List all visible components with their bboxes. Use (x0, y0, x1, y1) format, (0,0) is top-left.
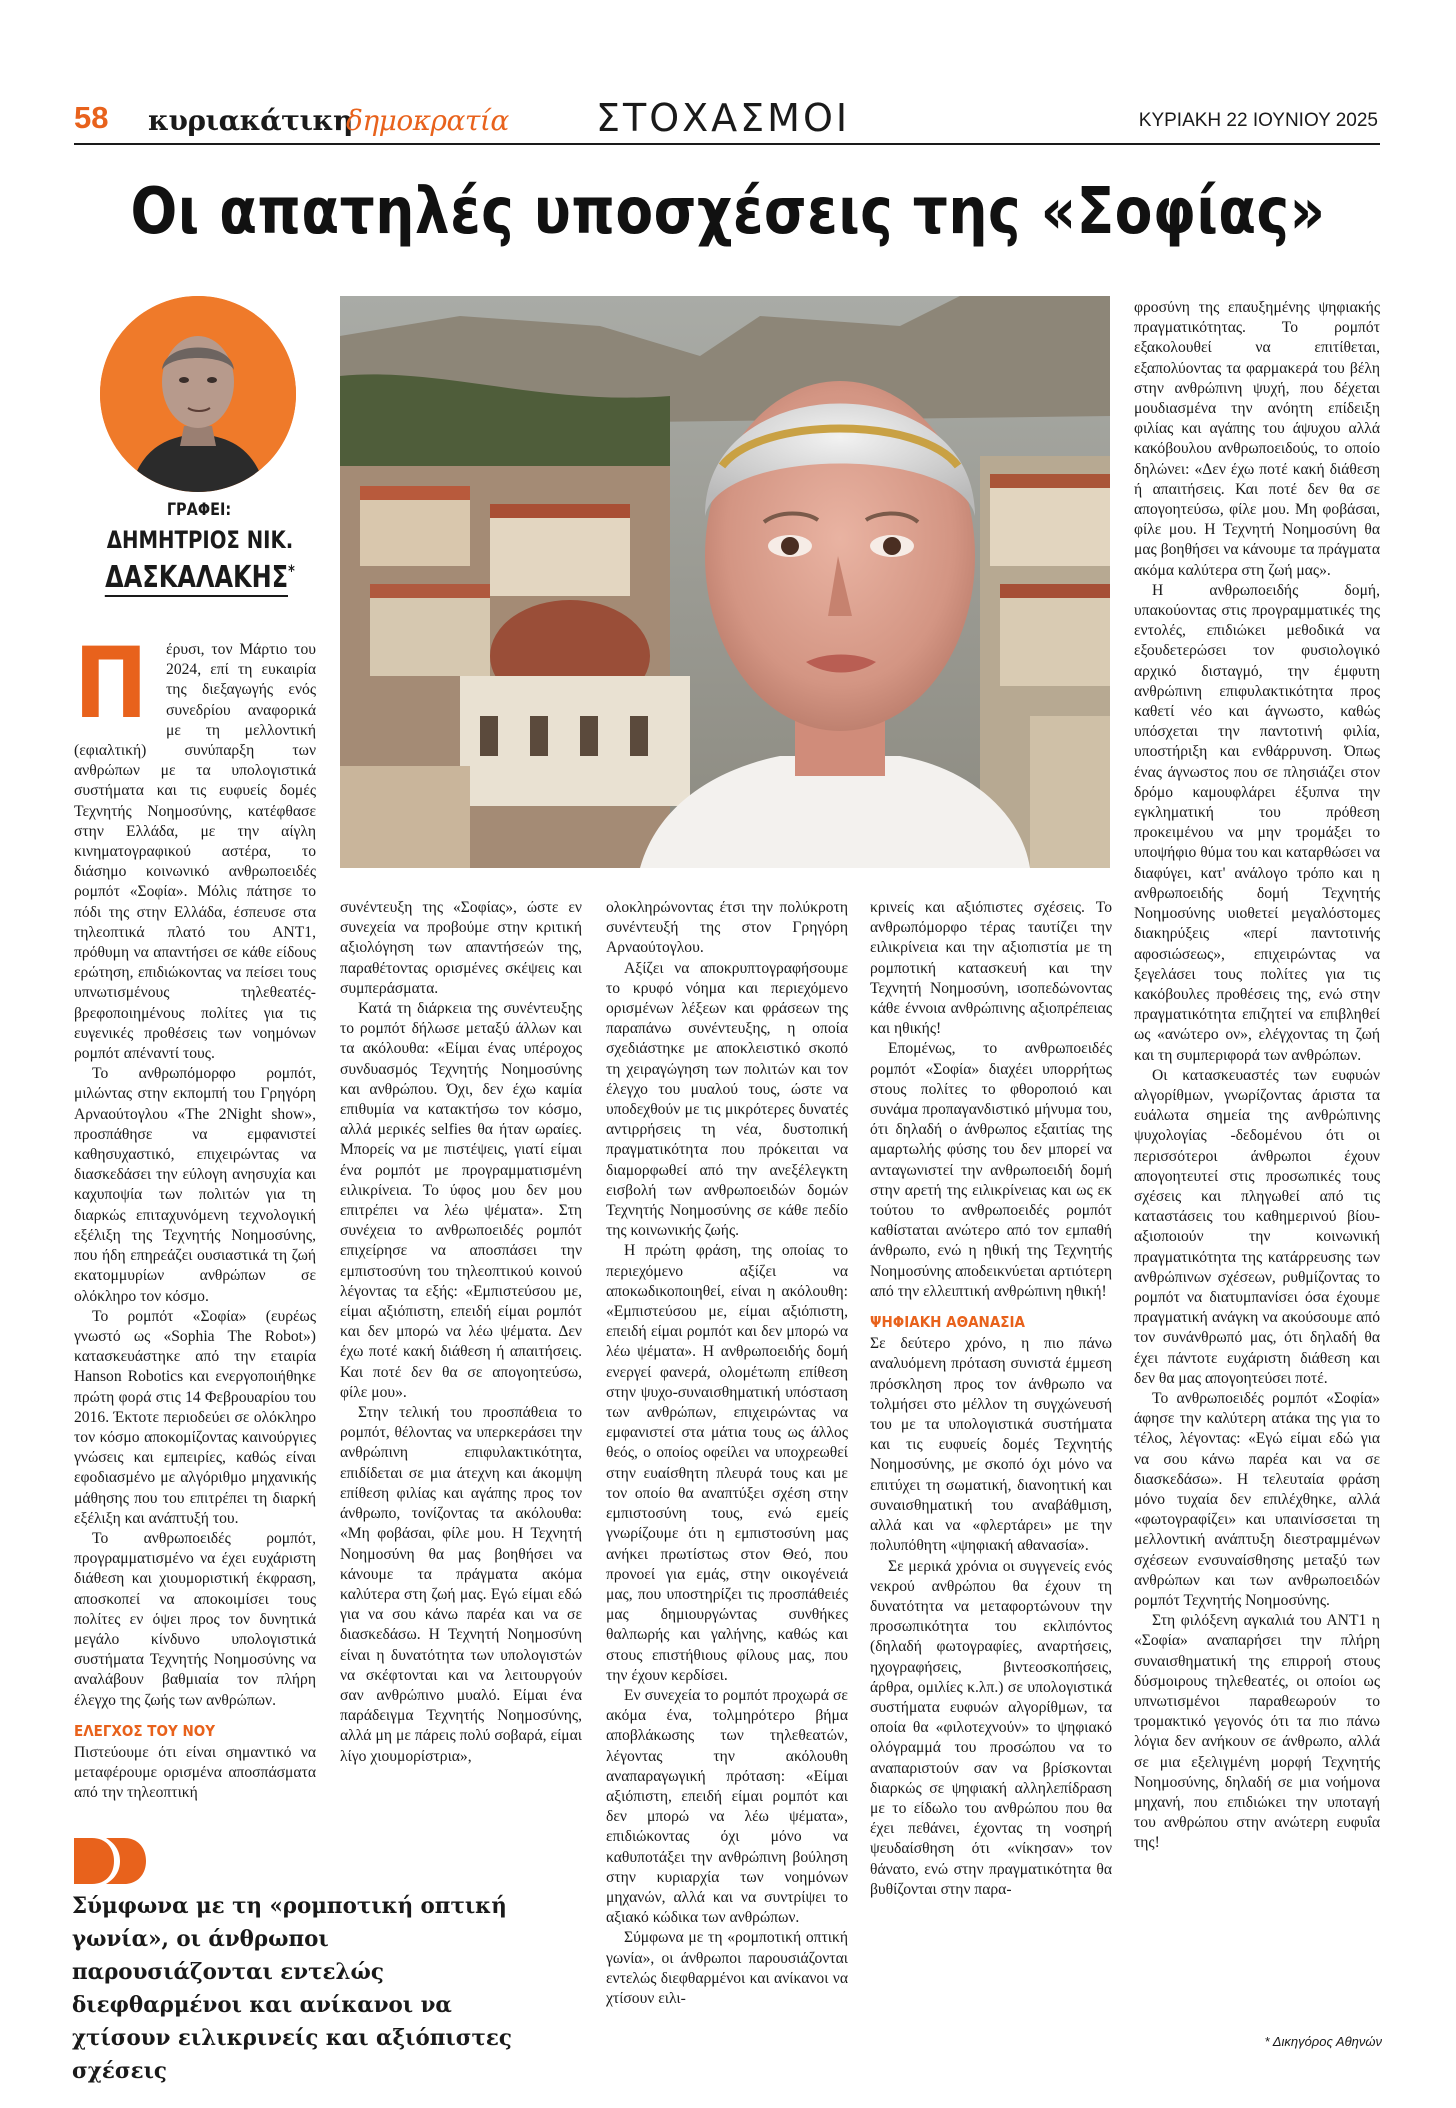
paragraph: Σύμφωνα με τη «ρομποτική οπτική γωνία», οι άνθρωποι παρουσιάζονται εντελώς διεφθαρμένοι και ανίκανοι να χτίσουν ειλι- (606, 1929, 848, 2007)
paragraph: φροσύνη της επαυξημένης ψηφιακής πραγματικότητας. Το ρομπότ εξακολουθεί να επιτίθεται, εξαπολύοντας τα φαρμακερά του βέλη στην ανθρώπινη ψυχή, που δέχεται μουδιασμένα την ανόητη επίδειξη φιλίας και αγάπης του άψυχου αλλά κακόβουλου ανθρωποειδούς, το οποίο δηλώνει: «Δεν έχω ποτέ κακή διάθεση ή απαιτήσεις. Και ποτέ δεν θα σε απογοητεύσω, φίλε μου. Μη φοβάσαι, φίλε μου. Η Τεχνητή Νοημοσύνη θα μας βοηθήσει να κάνουμε τα πράγματα ακόμα καλύτερα στη ζωή μας». (1134, 299, 1380, 579)
article-column-2 (340, 898, 582, 1767)
paragraph: Το ρομπότ «Σοφία» (ευρέως γνωστό ως «Sophia The Robot») κατασκευάστηκε από την εταιρία Hanson Robotics και ενεργοποιήθηκε πρώτη φορά στις 14 Φεβρουαρίου του 2016. Έκτοτε περιοδεύει σε ολόκληρο τον κόσμο αποκομίζοντας καινούργιες γνώσεις και εμπειρίες, καθώς είναι εφοδιασμένο με αλγόριθμο μηχανικής μάθησης που του επιτρέπει τη διαρκή εξέλιξη και ανάπτυξή του. (74, 1307, 316, 1527)
article-column-3 (606, 898, 848, 2009)
article-column-4 (870, 898, 1112, 1900)
article-column-1 (74, 627, 316, 1804)
paragraph-text: έρυσι, τον Μάρτιο του 2024, επί τη ευκαιρία της διεξαγωγής ενός συνεδρίου αναφορικά με τη μελλοντική (εφιαλτική) συνύπαρξη των ανθρώπων με τα υπολογιστικά συστήματα και τις ευφυείς δομές Τεχνητής Νοημοσύνης, κατέφθασε στην Ελλάδα, με την αίγλη κινηματογραφικού αστέρα, το διάσημο κοινωνικό ανθρωποειδές ρομπότ «Σοφία». Μόλις πάτησε το πόδι της στην Ελλάδα, έσπευσε στα τηλεοπτικά πλατό του ΑΝΤ1, πρόθυμη να απαντήσει σε κάθε είδους ερώτηση, επιδιώκοντας να πείσει τους υπνωτισμένους τηλεθεατές-βρεφοποιημένους πολίτες για τις ευγενικές προθέσεις των νοημόνων ρομπότ απέναντί τους. (74, 641, 316, 1063)
paragraph: Εν συνεχεία το ρομπότ προχωρά σε ακόμα ένα, τολμηρότερο βήμα αποβλάκωσης των τηλεθεατών, λέγοντας την ακόλουθη αναπαραγωγική πρόταση: «Είμαι αξιόπιστη, επειδή είμαι ρομπότ και δεν μπορώ να λέω ψέματα», επιδιώκοντας όχι μόνο να καθυποτάξει την ανθρώπινη βούληση στην κυριαρχία των νοημόνων μηχανών, αλλά και να συντρίψει το αξιακό κώδικα των ανθρώπων. (606, 1686, 848, 1927)
paragraph (74, 627, 316, 1064)
paragraph: Στην τελική του προσπάθεια το ρομπότ, θέλοντας να υπερκεράσει την ανθρώπινη επιφυλακτικότητα, επιδίδεται σε μια άτεχνη και άκομψη επίθεση φιλίας και αγάπης προς τον άνθρωπο, τονίζοντας τα ακόλουθα: «Μη φοβάσαι, φίλε μου. Η Τεχνητή Νοημοσύνη θα μας βοηθήσει να κάνουμε τα πράγματα ακόμα καλύτερα στη ζωή μας. Εγώ είμαι εδώ για να σου κάνω παρέα και να σε διασκεδάσω. Η Τεχνητή Νοημοσύνη είναι η δυνατότητα των υπολογιστών να σκέφτονται και να λειτουργούν σαν ανθρώπινο μυαλό. Είμαι ένα παράδειγμα Τεχνητής Νοημοσύνης, αλλά μη με πάρεις πολύ σοβαρά, είμαι λίγο χιουμορίστρια», (340, 1404, 582, 1765)
paragraph: Το ανθρωποειδές ρομπότ «Σοφία» άφησε την καλύτερη ατάκα της για το τέλος, λέγοντας: «Εγώ είμαι εδώ για να σου κάνω παρέα και να σε διασκεδάσω». Η τελευταία φράση μόνο τυχαία δεν επιλέχθηκε, αλλά «φωτογραφίζει» και υπαινίσσεται τη μελλοντική ανάπτυξη διεστραμμένων σχέσεων ενσυναίσθησης μεταξύ των ανθρώπων και των ανθρωποειδών ρομπότ Τεχνητής Νοημοσύνης. (1134, 1389, 1380, 1609)
subheading: ΕΛΕΓΧΟΣ ΤΟΥ ΝΟΥ (74, 1721, 216, 1740)
paragraph: Το ανθρωποειδές ρομπότ, προγραμματισμένο να έχει ευχάριστη διάθεση και χιουμοριστική έκφραση, αποσκοπεί να αποκοιμίσει τους πολίτες εν όψει προς τον δυνητικά μεγάλο κίνδυνο υπολογιστικά συστήματα Τεχνητής Νοημοσύνης να αναλάβουν βαθμιαία τον πλήρη έλεγχο της ζωής των ανθρώπων. (74, 1529, 316, 1709)
author-first-name: ΔΗΜΗΤΡΙΟΣ ΝΙΚ. (106, 526, 294, 554)
robot-sophia-photo (340, 296, 1110, 868)
author-last-name (104, 560, 296, 595)
author-portrait (100, 296, 296, 492)
paragraph: Κατά τη διάρκεια της συνέντευξης το ρομπότ δήλωσε μεταξύ άλλων και τα ακόλουθα: «Είμαι ένας υπέροχος συνδυασμός Τεχνητής Νοημοσύνης και ανθρώπου. Όχι, δεν έχω καμία επιθυμία να κατακτήσω τον κόσμο, αλλά μερικές selfies θα ήταν ωραίες. Μπορείς να με πιστέψεις, γιατί είμαι ένα ρομπότ με προγραμματισμένη ειλικρίνεια. Το ύφος μου δεν μου επιτρέπει να λέω ψέματα». Στη συνέχεια το ανθρωποειδές ρομπότ επιχείρησε να αποσπάσει την εμπιστοσύνη του τηλεοπτικού κοινού λέγοντας τα εξής: «Εμπιστεύσου με, είμαι αξιόπιστη, επειδή είμαι ρομπότ και δεν μπορώ να λέω ψέματα. Δεν έχω ποτέ κακή διάθεση ή απαιτήσεις. Και ποτέ δεν θα σε απογοητεύσω, φίλε μου». (340, 1000, 582, 1401)
paragraph: Η πρώτη φράση, της οποίας το περιεχόμενο αξίζει να αποκωδικοποιηθεί, είναι η ακόλουθη: «Εμπιστεύσου με, είμαι αξιόπιστη, επειδή είμαι ρομπότ και δεν μπορώ να λέω ψέματα». Η ανθρωποειδής δομή ενεργεί φανερά, ολομέτωπη επίθεση στην ψυχο-συναισθηματική υπόσταση των ανθρώπων, επιχειρώντας να εμφανιστεί στα μάτια τους ως άλλος θεός, ο οποίος οφείλει να υποχρεωθεί στην ευαίσθητη πλευρά τους και με τον οποίο θα αναπτύξει σχέση στην εμπιστοσύνη τους, ενώ εμείς γνωρίζουμε ότι η εμπιστοσύνη μας ανήκει πρωτίστως στον Θεό, που προνοεί για εμάς, στην οικογένειά μας, που υποστηρίζει τις προσπάθειές μας δημιουργώντας συνθήκες θαλπωρής και γαλήνης, καθώς και στους επιστήθιους φίλους μας, που την έχουν κερδίσει. (606, 1242, 848, 1684)
byline-label: ΓΡΑΦΕΙ: (166, 500, 232, 520)
author-surname: ΔΑΣΚΑΛΑΚΗΣ (105, 560, 289, 595)
paragraph: Το ανθρωπόμορφο ρομπότ, μιλώντας στην εκπομπή του Γρηγόρη Αρναούτογλου «The 2Night show», προσπάθησε να εμφανιστεί καθησυχαστικό, επιχειρώντας να διασκεδάσει την εύλογη ανησυχία και καχυποψία των πολιτών για τη διαρκώς επιταχυνόμενη τεχνολογική εξέλιξη της Τεχνητής Νοημοσύνης, που ήδη επηρεάζει ουσιαστικά τη ζωή εκατομμυρίων ανθρώπων σε ολόκληρο τον κόσμο. (74, 1065, 316, 1305)
paragraph: Σε δεύτερο χρόνο, η πιο πάνω αναλυόμενη πρόταση συνιστά έμμεση πρόσκληση προς τον άνθρωπο να τολμήσει στο μέλλον τη συγχώνευσή του με τα υπολογιστικά συστήματα και τις ευφυείς δομές Τεχνητής Νοημοσύνης, με σκοπό όχι μόνο να επιτύχει τη σωματική, διανοητική και συναισθηματική του αναβάθμιση, αλλά και να «φλερτάρει» με την πολυπόθητη «ψηφιακή αθανασία». (870, 1335, 1112, 1555)
paragraph: Στη φιλόξενη αγκαλιά του ΑΝΤ1 η «Σοφία» αναπαρήσει την πλήρη συναισθηματική της επιρροή στους δύσμοιρους τηλεθεατές, οι οποίοι ως υπνωτισμένοι παραθεωρούν το τρομακτικό γεγονός ότι τα πιο πάνω λόγια δεν ανήκουν σε άνθρωπο, αλλά σε μια εξελιγμένη μορφή Τεχνητής Νοημοσύνης, δηλαδή σε μια νοήμονα μηχανή, που επιδιώκει την υποταγή του ανθρώπου στην ανώτερη ευφυΐα της! (1134, 1612, 1380, 1852)
drop-cap: Π (74, 627, 148, 741)
pull-quote: Σύμφωνα με τη «ρομποτική οπτική γωνία», οι άνθρωποι παρουσιάζονται εντελώς διεφθαρμένοι και ανίκανοι να χτίσουν ειλικρινείς και αξιόπιστες σχέσεις (72, 1893, 512, 2084)
masthead-divider (74, 143, 1380, 145)
newspaper-name-accent: δημοκρατία (346, 104, 509, 137)
quote-icon (72, 1836, 152, 1886)
paragraph: Σε μερικά χρόνια οι συγγενείς ενός νεκρού ανθρώπου θα έχουν τη δυνατότητα να μεταφορτώνουν την προσωπικότητα του εκλιπόντος (δηλαδή φωτογραφίες, αναρτήσεις, ηχογραφήσεις, βιντεοσκοπήσεις, άρθρα, ομιλίες κ.λπ.) σε υπολογιστικά συστήματα ευφυών αλγορίθμων, τα οποία θα «φιλοτεχνούν» το ψηφιακό ολόγραμμά του προσώπου να το αναπαριστούν σαν να βρίσκονται διαρκώς σε ψηφιακή αλληλεπίδραση με το είδωλο του ανθρώπου που θα έχει πεθάνει, έχοντας τη νοσηρή ψευδαίσθηση ότι «νίκησαν» τον θάνατο, ενώ στην πραγματικότητα θα βυθίζονται στην παρα- (870, 1557, 1112, 1898)
subheading: ΨΗΦΙΑΚΗ ΑΘΑΝΑΣΙΑ (870, 1313, 1025, 1332)
article-column-5 (1134, 298, 1380, 1854)
author-avatar (100, 296, 296, 492)
paragraph: Επομένως, το ανθρωποειδές ρομπότ «Σοφία» διαχέει υπορρήτως στους πολίτες το φθοροποιό και συνάμα προπαγανδιστικό μήνυμα του, ότι δηλαδή ο άνθρωπος εξαιτίας της αμαρτωλής φύσης του δεν μπορεί να ανταγωνιστεί την ανθρωποειδή δομή στην αρετή της ειλικρίνειας και ως εκ τούτου το ανθρωποειδές ρομπότ καθίσταται ανώτερο από τον εμπαθή άνθρωπο, ενώ η ηθική της Τεχνητής Νοημοσύνης αποδεικνύεται αρτιότερη από την ελλειπτική ανθρώπινη ηθική! (870, 1040, 1112, 1300)
author-footnote-mark: * (288, 561, 295, 580)
newspaper-name: κυριακάτικη (148, 104, 353, 137)
author-footnote: * Δικηγόρος Αθηνών (1264, 2034, 1382, 2049)
article-headline: Οι απατηλές υποσχέσεις της «Σοφίας» (130, 175, 1326, 249)
paragraph: Αξίζει να αποκρυπτογραφήσουμε το κρυφό νόημα και περιεχόμενο ορισμένων λέξεων και φράσεων της παραπάνω συνέντευξης, η οποία σχεδιάστηκε με αποκλειστικό σκοπό τη χειραγώγηση των πολιτών και τον έλεγχο του μυαλού τους, ώστε να υποδεχθούν με τις μικρότερες δυνατές αντιρρήσεις τη νέα, δυστοπική πραγματικότητα που πρόκειται να διαμορφωθεί από την ανεξέλεγκτη εισβολή των ανθρωποειδών δομών Τεχνητής Νοημοσύνης σε κάθε πεδίο της κοινωνικής ζωής. (606, 959, 848, 1240)
paragraph: Οι κατασκευαστές των ευφυών αλγορίθμων, γνωρίζοντας άριστα τα ευάλωτα σημεία της ανθρώπινης ψυχολογίας -δεδομένου ότι οι περισσότεροι άνθρωποι έχουν απογοητευτεί στις προσωπικές τους σχέσεις και πληγωθεί από τις καταστάσεις του καθημερινού βίου- αξιοποιούν την κοινωνική πραγματικότητα της κατάρρευσης των ανθρώπινων σχέσεων, ρυθμίζοντας το ρομπότ να διατυμπανίσει όσα έχουμε πραγματική ανάγκη να ακούσουμε από τον συνάνθρωπό μας, ότι δηλαδή θα έχει πάντοτε ευχάριστη διάθεση και δεν θα μας απογοητεύσει ποτέ. (1134, 1066, 1380, 1387)
page-number: 58 (74, 100, 109, 135)
paragraph: Η ανθρωποειδής δομή, υπακούοντας στις προγραμματικές της εντολές, επιδιώκει μεθοδικά να εξουδετερώσει τον φυσιολογικό αρχικό δισταγμό, την έμφυτη ανθρώπινη επιφυλακτικότητα προς καθετί νέο και άγνωστο, καθώς υπόσχεται την παντοτινή φιλία, υποστήριξη και ενθάρρυνση. Όπως ένας άγνωστος που σε πλησιάζει στον δρόμο καμουφλάρει έξυπνα την εγκληματική του πρόθεση προκειμένου να μην τρομάξει το υποψήφιο θύμα του και καταρθώσει να διαφύγει, κατ' ανάλογο τρόπο και η ανθρωποειδής δομή Τεχνητής Νοημοσύνης υιοθετεί μεγαλόστομες διακηρύξεις «περί παντοτινής αφοσιώσεως», επιχειρώντας να ξεγελάσει τους πολίτες για τις κακόβουλες προθέσεις της, ενώ στην πραγματικότητα επιζητεί να επιβληθεί ως «ανώτερο ον», ελέγχοντας τη ζωή και τη συμπεριφορά των ανθρώπων. (1134, 581, 1380, 1064)
article-photo (340, 296, 1110, 868)
paragraph: Πιστεύουμε ότι είναι σημαντικό να μεταφέρουμε ορισμένα αποσπάσματα από την τηλεοπτική (74, 1743, 316, 1802)
paragraph: συνέντευξη της «Σοφίας», ώστε εν συνεχεία να προβούμε στην κριτική αξιολόγηση των απαντήσεών της, παραθέτοντας ορισμένες σκέψεις και συμπεράσματα. (340, 899, 582, 997)
paragraph: ολοκληρώνοντας έτσι την πολύκροτη συνέντευξή της στον Γρηγόρη Αρναούτογλου. (606, 899, 848, 957)
issue-date: ΚΥΡΙΑΚΗ 22 ΙΟΥΝΙΟΥ 2025 (1138, 110, 1378, 131)
section-title: ΣΤΟΧΑΣΜΟΙ (596, 96, 851, 140)
paragraph: κρινείς και αξιόπιστες σχέσεις. Το ανθρωπόμορφο τέρας ταυτίζει την ειλικρίνεια και την αξιοπιστία με τη ρομποτική κατασκευή και την Τεχνητή Νοημοσύνη, ισοπεδώνοντας κάθε έννοια ανθρώπινης αξιοπρέπειας και ηθικής! (870, 899, 1112, 1038)
